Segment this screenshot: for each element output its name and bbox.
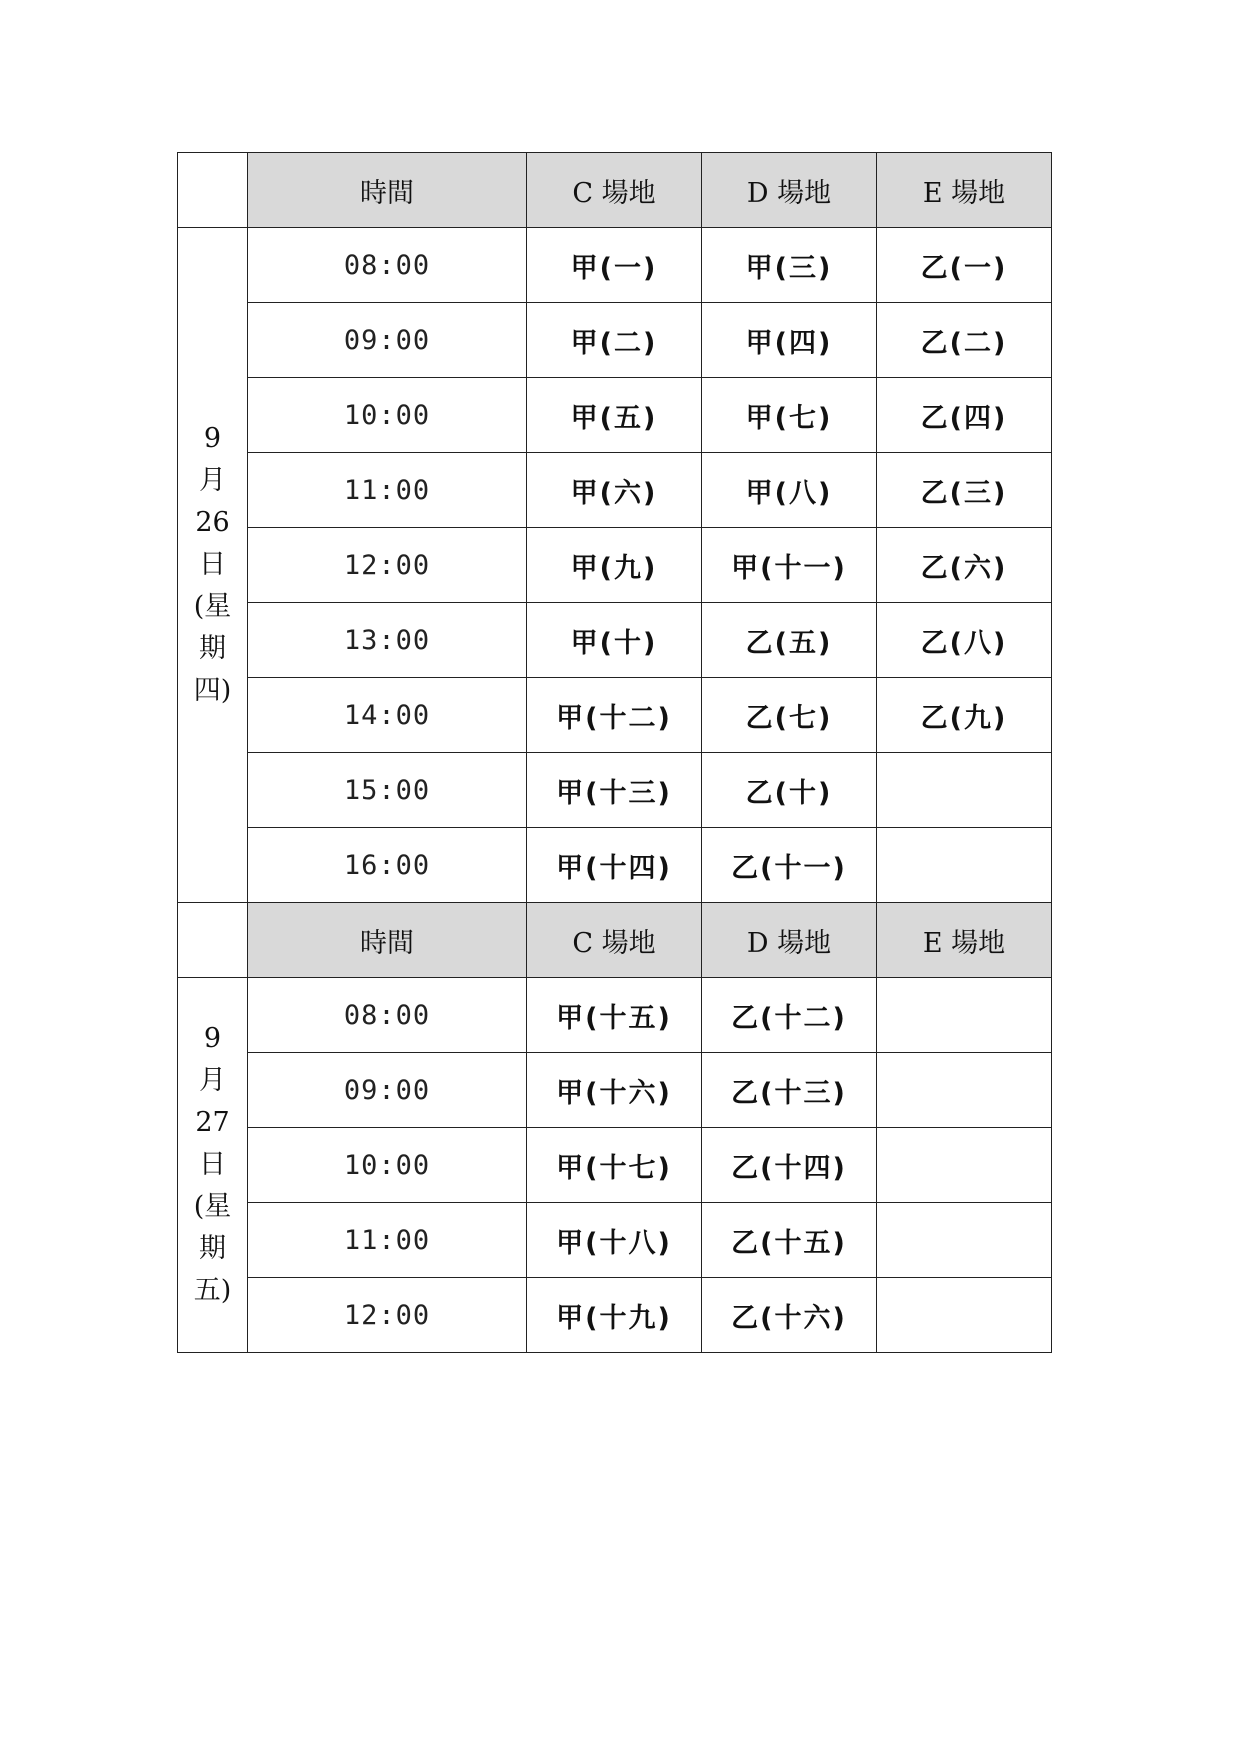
time-cell: 10:00: [248, 1128, 527, 1203]
venue-d-cell: 乙(十): [702, 753, 877, 828]
venue-d-cell: 乙(十五): [702, 1203, 877, 1278]
header-venue-e: E 場地: [877, 153, 1052, 228]
venue-c-cell: 甲(十三): [527, 753, 702, 828]
table-row: [178, 828, 1052, 903]
venue-d-cell: 甲(三): [702, 228, 877, 303]
table-row: [178, 1278, 1052, 1353]
table-row: [178, 528, 1052, 603]
venue-c-cell: 甲(十二): [527, 678, 702, 753]
header-venue-e: E 場地: [877, 903, 1052, 978]
date-cell: [178, 978, 248, 1353]
header-venue-d: D 場地: [702, 153, 877, 228]
schedule-table: [177, 152, 1052, 1353]
header-blank-cell: [178, 153, 248, 228]
venue-d-cell: 甲(八): [702, 453, 877, 528]
date-label: 9月26日(星期四): [193, 423, 232, 706]
time-cell: 09:00: [248, 303, 527, 378]
venue-c-cell: 甲(十五): [527, 978, 702, 1053]
venue-d-cell: 甲(七): [702, 378, 877, 453]
table-row: [178, 378, 1052, 453]
venue-e-cell: 乙(六): [877, 528, 1052, 603]
venue-c-cell: 甲(十九): [527, 1278, 702, 1353]
table-row: [178, 603, 1052, 678]
venue-c-cell: 甲(五): [527, 378, 702, 453]
venue-c-cell: 甲(十七): [527, 1128, 702, 1203]
time-cell: 08:00: [248, 228, 527, 303]
header-venue-d: D 場地: [702, 903, 877, 978]
venue-d-cell: 乙(十一): [702, 828, 877, 903]
header-venue-c: C 場地: [527, 153, 702, 228]
venue-d-cell: 甲(四): [702, 303, 877, 378]
table-row: [178, 1203, 1052, 1278]
venue-e-cell: [877, 1278, 1052, 1353]
table-row: [178, 978, 1052, 1053]
table-row: [178, 753, 1052, 828]
time-cell: 12:00: [248, 1278, 527, 1353]
venue-e-cell: [877, 978, 1052, 1053]
header-venue-c: C 場地: [527, 903, 702, 978]
date-cell: [178, 228, 248, 903]
header-time: 時間: [248, 903, 527, 978]
table-row: [178, 453, 1052, 528]
time-cell: 11:00: [248, 453, 527, 528]
venue-c-cell: 甲(十六): [527, 1053, 702, 1128]
header-row: [178, 903, 1052, 978]
venue-c-cell: 甲(十四): [527, 828, 702, 903]
time-cell: 15:00: [248, 753, 527, 828]
venue-d-cell: 乙(十四): [702, 1128, 877, 1203]
venue-c-cell: 甲(九): [527, 528, 702, 603]
header-blank-cell: [178, 903, 248, 978]
time-cell: 13:00: [248, 603, 527, 678]
venue-e-cell: 乙(一): [877, 228, 1052, 303]
venue-d-cell: 乙(十三): [702, 1053, 877, 1128]
table-row: [178, 228, 1052, 303]
venue-e-cell: 乙(八): [877, 603, 1052, 678]
time-cell: 10:00: [248, 378, 527, 453]
header-time: 時間: [248, 153, 527, 228]
venue-e-cell: 乙(四): [877, 378, 1052, 453]
venue-e-cell: [877, 1128, 1052, 1203]
time-cell: 16:00: [248, 828, 527, 903]
venue-e-cell: [877, 753, 1052, 828]
header-row: [178, 153, 1052, 228]
venue-e-cell: [877, 828, 1052, 903]
venue-e-cell: 乙(二): [877, 303, 1052, 378]
table-row: [178, 1128, 1052, 1203]
venue-e-cell: 乙(九): [877, 678, 1052, 753]
venue-c-cell: 甲(二): [527, 303, 702, 378]
venue-d-cell: 乙(五): [702, 603, 877, 678]
table-row: [178, 678, 1052, 753]
time-cell: 14:00: [248, 678, 527, 753]
venue-c-cell: 甲(十八): [527, 1203, 702, 1278]
venue-c-cell: 甲(十): [527, 603, 702, 678]
time-cell: 12:00: [248, 528, 527, 603]
table-row: [178, 303, 1052, 378]
venue-e-cell: [877, 1203, 1052, 1278]
venue-d-cell: 乙(十二): [702, 978, 877, 1053]
time-cell: 08:00: [248, 978, 527, 1053]
venue-c-cell: 甲(一): [527, 228, 702, 303]
venue-e-cell: 乙(三): [877, 453, 1052, 528]
venue-d-cell: 甲(十一): [702, 528, 877, 603]
time-cell: 11:00: [248, 1203, 527, 1278]
venue-e-cell: [877, 1053, 1052, 1128]
table-row: [178, 1053, 1052, 1128]
time-cell: 09:00: [248, 1053, 527, 1128]
venue-c-cell: 甲(六): [527, 453, 702, 528]
venue-d-cell: 乙(七): [702, 678, 877, 753]
date-label: 9月27日(星期五): [193, 1023, 232, 1306]
venue-d-cell: 乙(十六): [702, 1278, 877, 1353]
